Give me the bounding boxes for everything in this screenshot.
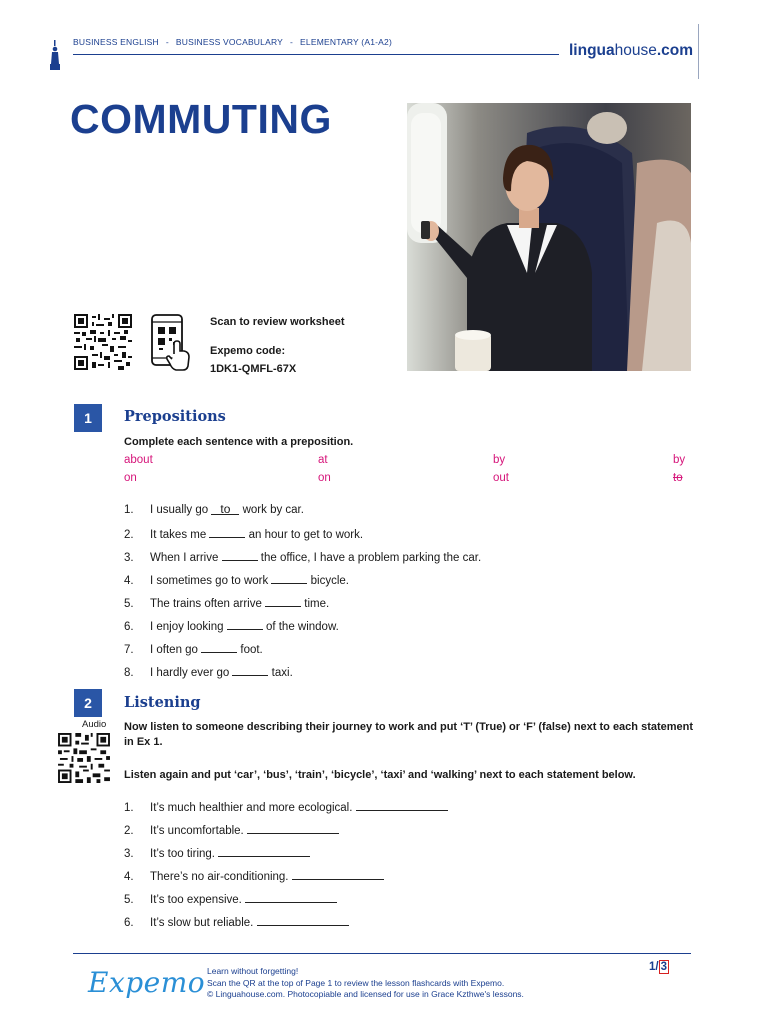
statue-of-liberty-icon xyxy=(48,40,62,70)
answer-blank[interactable] xyxy=(232,664,268,676)
header-bar xyxy=(48,34,698,80)
worksheet-qr-code[interactable] xyxy=(74,314,132,370)
expemo-code: 1DK1-QMFL-67X xyxy=(210,363,297,375)
phone-scan-icon xyxy=(150,314,192,372)
answer-blank[interactable] xyxy=(257,914,349,926)
scan-instructions: Scan to review worksheet Expemo code: 1DK1-QMFL-67X xyxy=(210,313,345,378)
list-item: 4. There’s no air-conditioning. xyxy=(124,868,384,883)
answer-blank[interactable] xyxy=(227,618,263,630)
page-indicator: 1/ 3 xyxy=(649,961,668,973)
answer-blank[interactable] xyxy=(245,891,337,903)
section-2-title: Listening xyxy=(124,694,201,711)
list-item: 3. When I arrive the office, I have a problem parking the car. xyxy=(124,549,481,564)
list-item: 3. It’s too tiring. xyxy=(124,845,310,860)
answer-blank[interactable] xyxy=(209,526,245,538)
breadcrumb-item[interactable]: BUSINESS VOCABULARY xyxy=(175,37,284,47)
list-item: 6. It’s slow but reliable. xyxy=(124,914,349,929)
page-total[interactable]: 3 xyxy=(660,961,668,973)
audio-label: Audio xyxy=(82,719,107,730)
answer-blank[interactable] xyxy=(265,595,301,607)
list-item: 1. It’s much healthier and more ecological. xyxy=(124,799,448,814)
word-bank-item: by xyxy=(673,454,686,466)
list-item: 2. It’s uncomfortable. xyxy=(124,822,339,837)
word-bank-item: about xyxy=(124,454,153,466)
answer-blank[interactable] xyxy=(222,549,258,561)
section-1-title: Prepositions xyxy=(124,408,226,425)
word-bank-item: by xyxy=(493,454,506,466)
list-item: 8. I hardly ever go taxi. xyxy=(124,664,293,679)
answer-blank[interactable] xyxy=(271,572,307,584)
answer-blank[interactable] xyxy=(247,822,339,834)
answer-blank[interactable] xyxy=(218,845,310,857)
woman-on-train-photo xyxy=(407,103,691,371)
list-item: 5. It’s too expensive. xyxy=(124,891,337,906)
expemo-logo[interactable]: Expemo xyxy=(88,966,206,999)
answer-blank[interactable] xyxy=(292,868,384,880)
word-bank-item: on xyxy=(318,472,331,484)
answer-blank[interactable] xyxy=(201,641,237,653)
section-2-number: 2 xyxy=(74,689,102,717)
answer-blank[interactable] xyxy=(356,799,448,811)
list-item: 7. I often go foot. xyxy=(124,641,263,656)
header-divider xyxy=(73,54,559,55)
list-item: 2. It takes me an hour to get to work. xyxy=(124,526,363,541)
word-bank-item-used: to xyxy=(673,472,683,484)
list-item: 4. I sometimes go to work bicycle. xyxy=(124,572,349,587)
word-bank-item: on xyxy=(124,472,137,484)
breadcrumb-item[interactable]: ELEMENTARY (A1-A2) xyxy=(300,37,392,47)
list-item: 5. The trains often arrive time. xyxy=(124,595,329,610)
header-vertical-rule xyxy=(698,24,699,79)
section-2-instruction-1: Now listen to someone describing their journey to work and put ‘T’ (True) or ‘F’ (false) next to each statement in Ex 1. xyxy=(124,721,694,748)
page-title: COMMUTING xyxy=(70,96,332,142)
breadcrumb: BUSINESS ENGLISH - BUSINESS VOCABULARY - ELEMENTARY (A1-A2) xyxy=(73,37,392,47)
word-bank xyxy=(124,454,689,490)
section-2-instruction-2: Listen again and put ‘car’, ‘bus’, ‘train’, ‘bicycle’, ‘taxi’ and ‘walking’ next to each statement below. xyxy=(124,769,636,781)
footer-divider xyxy=(73,953,691,954)
answer-blank[interactable]: to xyxy=(211,503,239,515)
list-item: 6. I enjoy looking of the window. xyxy=(124,618,339,633)
audio-qr-code[interactable] xyxy=(58,733,110,783)
breadcrumb-item[interactable]: BUSINESS ENGLISH xyxy=(73,37,159,47)
brand-logo[interactable]: linguahouse.com xyxy=(569,42,694,59)
word-bank-item: out xyxy=(493,472,509,484)
list-item: 1. I usually go to work by car. xyxy=(124,502,304,516)
footer-text: Learn without forgetting! Scan the QR at the top of Page 1 to review the lesson flashcards with Expemo. © Linguahouse.com. Photocopiable and licensed for use in Grace Kzthwe's lessons. xyxy=(207,966,524,999)
section-1-number: 1 xyxy=(74,404,102,432)
section-1-instruction: Complete each sentence with a preposition. xyxy=(124,436,354,448)
word-bank-item: at xyxy=(318,454,328,466)
